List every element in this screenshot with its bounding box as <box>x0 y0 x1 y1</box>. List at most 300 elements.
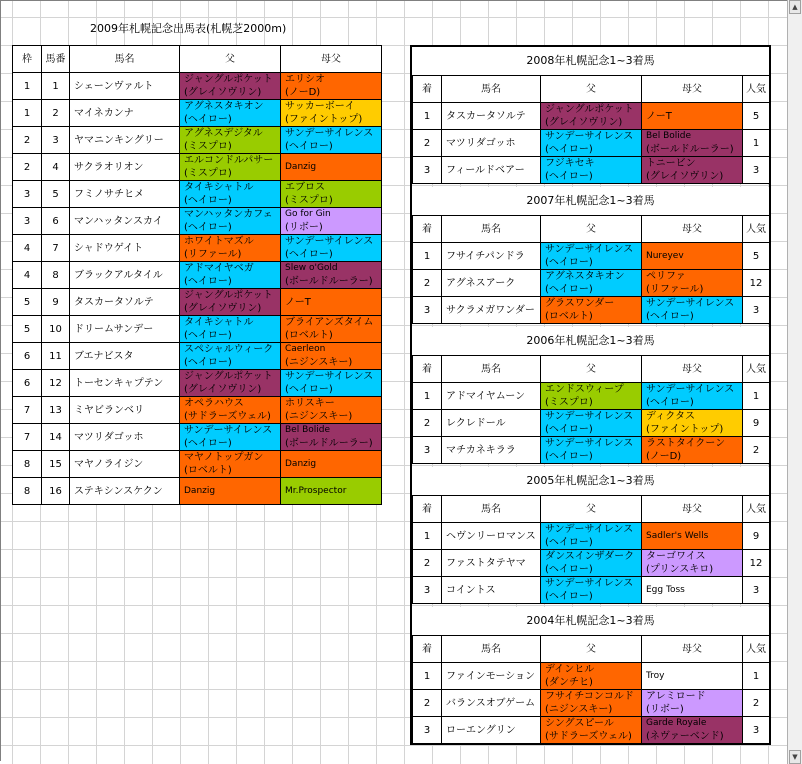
sire-cell-line: (グレイソヴリン) <box>184 384 262 395</box>
sire-cell <box>541 103 642 130</box>
dam-sire-cell-line: サンデーサイレンス <box>646 298 735 309</box>
dam-sire-cell <box>642 297 743 324</box>
dam-sire-cell <box>281 343 382 370</box>
popularity-cell: 1 <box>743 663 770 690</box>
sire-cell <box>180 424 281 451</box>
popularity-cell: 3 <box>743 157 770 184</box>
result-section-title: 2007年札幌記念1~3着馬 <box>412 187 769 215</box>
sire-cell-line: (グレイソヴリン) <box>545 117 623 128</box>
entry-header-cell: 母父 <box>281 46 382 73</box>
result-header-cell: 人気 <box>743 636 770 663</box>
sire-cell-line: (ヘイロー) <box>545 564 593 575</box>
dam-sire-cell <box>642 663 743 690</box>
sire-cell-line: (ヘイロー) <box>545 284 593 295</box>
dam-sire-cell-line: (ボールドルーラー) <box>646 144 734 155</box>
dam-sire-cell-line: ホリスキー <box>285 398 335 409</box>
sire-cell <box>180 127 281 154</box>
horse-name-cell: ブエナビスタ <box>70 343 180 370</box>
horse-name-cell: アグネスアーク <box>442 270 541 297</box>
sire-cell-line: (ヘイロー) <box>545 257 593 268</box>
dam-sire-cell-line: (ノーD) <box>285 87 321 98</box>
result-row <box>413 550 770 577</box>
sire-cell-line: デインヒル <box>545 664 595 675</box>
popularity-cell: 1 <box>743 383 770 410</box>
result-table <box>412 75 770 184</box>
dam-sire-cell <box>281 154 382 181</box>
dam-sire-cell-line: (ボールドルーラー) <box>285 438 373 449</box>
dam-sire-cell-line: (ネヴァーベンド) <box>646 731 724 742</box>
waku-cell: 3 <box>13 208 42 235</box>
result-header-row <box>413 356 770 383</box>
dam-sire-cell-line: アレミロード <box>646 691 706 702</box>
horse-name-cell: シェーンヴァルト <box>70 73 180 100</box>
sire-cell-line: (グレイソヴリン) <box>184 87 262 98</box>
entry-row <box>13 397 382 424</box>
result-row <box>413 717 770 744</box>
dam-sire-cell-line: (グレイソヴリン) <box>646 171 724 182</box>
dam-sire-cell-line: Bel Bolide <box>646 131 692 141</box>
sire-cell-line: (ミスプロ) <box>184 168 232 179</box>
result-header-cell: 馬名 <box>442 216 541 243</box>
sire-cell-line: (リファール) <box>184 249 242 260</box>
sire-cell-line: シングスピール <box>545 718 614 729</box>
dam-sire-cell-line: トニービン <box>646 158 696 169</box>
result-section-title: 2004年札幌記念1~3着馬 <box>412 607 769 635</box>
horse-name-cell: ドリームサンデー <box>70 316 180 343</box>
sire-cell-line: (ヘイロー) <box>545 171 593 182</box>
horse-name-cell: マチカネキララ <box>442 437 541 464</box>
dam-sire-cell <box>281 397 382 424</box>
entry-row <box>13 127 382 154</box>
result-header-cell: 母父 <box>642 636 743 663</box>
result-header-cell: 父 <box>541 216 642 243</box>
dam-sire-cell-line: (ファイントップ) <box>646 424 724 435</box>
sire-cell-line: タイキシャトル <box>184 182 254 193</box>
waku-cell: 4 <box>13 235 42 262</box>
horse-name-cell: サクラオリオン <box>70 154 180 181</box>
dam-sire-cell <box>281 478 382 505</box>
waku-cell: 5 <box>13 316 42 343</box>
result-header-cell: 馬名 <box>442 496 541 523</box>
sire-cell-line: サンデーサイレンス <box>545 131 634 142</box>
dam-sire-cell-line: ペリファ <box>646 271 686 282</box>
sire-cell-line: (ロベルト) <box>184 465 232 476</box>
result-header-cell: 着 <box>413 496 442 523</box>
result-header-cell: 母父 <box>642 496 743 523</box>
sire-cell <box>541 577 642 604</box>
dam-sire-cell <box>642 270 743 297</box>
horse-name-cell: フミノサチヒメ <box>70 181 180 208</box>
finish-position-cell: 3 <box>413 157 442 184</box>
popularity-cell: 12 <box>743 270 770 297</box>
dam-sire-cell-line: Danzig <box>285 161 317 172</box>
sire-cell-line: (ヘイロー) <box>184 438 232 449</box>
entry-header-cell: 馬番 <box>42 46 70 73</box>
horse-name-cell: フィールドベアー <box>442 157 541 184</box>
dam-sire-cell-line: Mr.Prospector <box>285 485 347 496</box>
dam-sire-cell <box>642 383 743 410</box>
entry-row <box>13 208 382 235</box>
dam-sire-cell <box>642 437 743 464</box>
dam-sire-cell-line: ラストタイクーン <box>646 438 726 449</box>
sire-cell-line: ジャングルポケット <box>184 371 273 382</box>
finish-position-cell: 1 <box>413 103 442 130</box>
result-header-cell: 父 <box>541 496 642 523</box>
sire-cell-line: (ヘイロー) <box>545 451 593 462</box>
result-row <box>413 690 770 717</box>
dam-sire-cell-line: (ヘイロー) <box>646 397 694 408</box>
umaban-cell: 14 <box>42 424 70 451</box>
result-row <box>413 410 770 437</box>
horse-name-cell: バランスオブゲーム <box>442 690 541 717</box>
result-header-cell: 人気 <box>743 76 770 103</box>
result-header-cell: 人気 <box>743 496 770 523</box>
horse-name-cell: フサイチパンドラ <box>442 243 541 270</box>
dam-sire-cell <box>281 262 382 289</box>
dam-sire-cell <box>642 523 743 550</box>
sire-cell-line: (ダンチヒ) <box>545 677 593 688</box>
finish-position-cell: 2 <box>413 130 442 157</box>
sire-cell-line: (ヘイロー) <box>184 276 232 287</box>
result-header-cell: 馬名 <box>442 636 541 663</box>
finish-position-cell: 3 <box>413 577 442 604</box>
dam-sire-cell <box>642 157 743 184</box>
sire-cell <box>180 100 281 127</box>
result-row <box>413 437 770 464</box>
sire-cell <box>541 130 642 157</box>
sire-cell-line: ジャングルポケット <box>545 104 634 115</box>
result-section-title: 2006年札幌記念1~3着馬 <box>412 327 769 355</box>
dam-sire-cell-line: サンデーサイレンス <box>285 236 374 247</box>
sire-cell <box>541 523 642 550</box>
waku-cell: 8 <box>13 478 42 505</box>
dam-sire-cell <box>281 208 382 235</box>
finish-position-cell: 3 <box>413 437 442 464</box>
horse-name-cell: ファインモーション <box>442 663 541 690</box>
result-table <box>412 495 770 604</box>
dam-sire-cell-line: エリシオ <box>285 74 325 85</box>
sire-cell <box>541 550 642 577</box>
dam-sire-cell-line: (ニジンスキー) <box>285 411 353 422</box>
umaban-cell: 2 <box>42 100 70 127</box>
dam-sire-cell <box>281 316 382 343</box>
umaban-cell: 10 <box>42 316 70 343</box>
result-header-cell: 馬名 <box>442 356 541 383</box>
umaban-cell: 5 <box>42 181 70 208</box>
dam-sire-cell-line: サンデーサイレンス <box>646 384 735 395</box>
dam-sire-cell-line: Sadler's Wells <box>646 530 709 541</box>
horse-name-cell: ブラックアルタイル <box>70 262 180 289</box>
umaban-cell: 16 <box>42 478 70 505</box>
sire-cell-line: (ニジンスキー) <box>545 704 613 715</box>
result-header-row <box>413 216 770 243</box>
dam-sire-cell-line: (ニジンスキー) <box>285 357 353 368</box>
sire-cell <box>541 270 642 297</box>
dam-sire-cell-line: Slew o'Gold <box>285 263 338 273</box>
horse-name-cell: ローエングリン <box>442 717 541 744</box>
sire-cell-line: サンデーサイレンス <box>184 425 273 436</box>
entry-row <box>13 370 382 397</box>
result-row <box>413 297 770 324</box>
dam-sire-cell <box>281 451 382 478</box>
waku-cell: 3 <box>13 181 42 208</box>
sire-cell <box>180 343 281 370</box>
sire-cell-line: (ヘイロー) <box>545 424 593 435</box>
horse-name-cell: タスカータソルテ <box>442 103 541 130</box>
result-header-cell: 着 <box>413 356 442 383</box>
sire-cell <box>541 383 642 410</box>
finish-position-cell: 1 <box>413 243 442 270</box>
popularity-cell: 9 <box>743 410 770 437</box>
finish-position-cell: 2 <box>413 690 442 717</box>
popularity-cell: 3 <box>743 717 770 744</box>
entry-row <box>13 289 382 316</box>
result-header-cell: 着 <box>413 636 442 663</box>
dam-sire-cell-line: Nureyev <box>646 250 684 261</box>
scroll-up-icon[interactable]: ▲ <box>789 0 801 14</box>
dam-sire-cell-line: (リファール) <box>646 284 704 295</box>
dam-sire-cell-line: Caerleon <box>285 344 326 354</box>
dam-sire-cell <box>642 103 743 130</box>
result-header-cell: 馬名 <box>442 76 541 103</box>
horse-name-cell: マツリダゴッホ <box>442 130 541 157</box>
horse-name-cell: ファストタテヤマ <box>442 550 541 577</box>
dam-sire-cell <box>642 717 743 744</box>
result-header-row <box>413 76 770 103</box>
result-row <box>413 577 770 604</box>
horse-name-cell: アドマイヤムーン <box>442 383 541 410</box>
dam-sire-cell-line: (ミスプロ) <box>285 195 333 206</box>
sire-cell <box>541 297 642 324</box>
finish-position-cell: 2 <box>413 550 442 577</box>
entry-row <box>13 262 382 289</box>
horse-name-cell: レクレドール <box>442 410 541 437</box>
entry-header-row <box>13 46 382 73</box>
sire-cell <box>180 181 281 208</box>
sire-cell-line: (ヘイロー) <box>184 114 232 125</box>
waku-cell: 1 <box>13 73 42 100</box>
popularity-cell: 5 <box>743 103 770 130</box>
dam-sire-cell <box>642 550 743 577</box>
dam-sire-cell-line: Danzig <box>285 458 317 469</box>
result-header-cell: 父 <box>541 636 642 663</box>
waku-cell: 1 <box>13 100 42 127</box>
vertical-scrollbar[interactable] <box>787 0 802 764</box>
sire-cell-line: アグネスデジタル <box>184 128 263 139</box>
result-header-cell: 父 <box>541 356 642 383</box>
sire-cell <box>541 717 642 744</box>
waku-cell: 8 <box>13 451 42 478</box>
result-row <box>413 157 770 184</box>
dam-sire-cell-line: Garde Royale <box>646 718 707 728</box>
sire-cell-line: アドマイヤベガ <box>184 263 254 274</box>
result-row <box>413 383 770 410</box>
popularity-cell: 12 <box>743 550 770 577</box>
dam-sire-cell-line: (ヘイロー) <box>285 141 333 152</box>
entry-row <box>13 73 382 100</box>
dam-sire-cell <box>281 181 382 208</box>
result-table <box>412 635 770 744</box>
entry-table <box>12 45 382 505</box>
entry-row <box>13 316 382 343</box>
sire-cell-line: (グレイソヴリン) <box>184 303 262 314</box>
popularity-cell: 1 <box>743 130 770 157</box>
sire-cell-line: (ヘイロー) <box>545 144 593 155</box>
result-header-cell: 人気 <box>743 356 770 383</box>
dam-sire-cell-line: サンデーサイレンス <box>285 128 374 139</box>
popularity-cell: 3 <box>743 297 770 324</box>
dam-sire-cell-line: Troy <box>646 670 665 681</box>
finish-position-cell: 1 <box>413 663 442 690</box>
sire-cell-line: オペラハウス <box>184 398 244 409</box>
umaban-cell: 12 <box>42 370 70 397</box>
sire-cell <box>180 397 281 424</box>
result-header-cell: 母父 <box>642 356 743 383</box>
result-row <box>413 523 770 550</box>
dam-sire-cell <box>642 410 743 437</box>
horse-name-cell: ヤマニンキングリー <box>70 127 180 154</box>
sire-cell-line: サンデーサイレンス <box>545 524 634 535</box>
sire-cell <box>180 478 281 505</box>
sire-cell-line: ホワイトマズル <box>184 236 254 247</box>
sire-cell-line: (サドラーズウェル) <box>184 411 271 422</box>
result-header-cell: 人気 <box>743 216 770 243</box>
sire-cell-line: ジャングルポケット <box>184 290 273 301</box>
sire-cell <box>541 437 642 464</box>
sire-cell-line: タイキシャトル <box>184 317 254 328</box>
result-row <box>413 243 770 270</box>
sire-cell-line: (ミスプロ) <box>184 141 232 152</box>
umaban-cell: 7 <box>42 235 70 262</box>
umaban-cell: 8 <box>42 262 70 289</box>
dam-sire-cell-line: (ロベルト) <box>285 330 333 341</box>
sire-cell <box>541 663 642 690</box>
dam-sire-cell-line: ブライアンズタイム <box>285 317 374 328</box>
dam-sire-cell-line: (ヘイロー) <box>646 311 694 322</box>
result-section-title: 2005年札幌記念1~3着馬 <box>412 467 769 495</box>
sire-cell <box>180 73 281 100</box>
dam-sire-cell <box>281 100 382 127</box>
dam-sire-cell <box>642 577 743 604</box>
sire-cell-line: (ヘイロー) <box>184 357 232 368</box>
waku-cell: 5 <box>13 289 42 316</box>
horse-name-cell: トーセンキャプテン <box>70 370 180 397</box>
dam-sire-cell <box>281 235 382 262</box>
sire-cell-line: (サドラーズウェル) <box>545 731 632 742</box>
sire-cell <box>180 235 281 262</box>
waku-cell: 7 <box>13 424 42 451</box>
sire-cell <box>541 157 642 184</box>
sire-cell-line: スペシャルウィーク <box>184 344 274 355</box>
sire-cell-line: フジキセキ <box>545 158 595 169</box>
sire-cell <box>180 154 281 181</box>
dam-sire-cell-line: (ボールドルーラー) <box>285 276 373 287</box>
sire-cell-line: アグネスタキオン <box>184 101 264 112</box>
result-table <box>412 355 770 464</box>
waku-cell: 2 <box>13 154 42 181</box>
sire-cell-line: エルコンドルパサー <box>184 155 274 166</box>
sire-cell-line: マヤノトップガン <box>184 452 264 463</box>
result-header-cell: 着 <box>413 216 442 243</box>
dam-sire-cell <box>281 73 382 100</box>
sire-cell-line: (ヘイロー) <box>184 195 232 206</box>
sire-cell-line: フサイチコンコルド <box>545 691 634 702</box>
sire-cell-line: サンデーサイレンス <box>545 578 634 589</box>
dam-sire-cell-line: Egg Toss <box>646 584 685 595</box>
dam-sire-cell-line: (リボー) <box>285 222 323 233</box>
waku-cell: 6 <box>13 343 42 370</box>
result-row <box>413 270 770 297</box>
umaban-cell: 1 <box>42 73 70 100</box>
popularity-cell: 2 <box>743 690 770 717</box>
popularity-cell: 9 <box>743 523 770 550</box>
dam-sire-cell-line: Bel Bolide <box>285 425 331 435</box>
dam-sire-cell <box>281 127 382 154</box>
waku-cell: 6 <box>13 370 42 397</box>
umaban-cell: 15 <box>42 451 70 478</box>
dam-sire-cell <box>642 130 743 157</box>
entry-table-title: 2009年札幌記念出馬表(札幌芝2000m) <box>90 22 287 35</box>
dam-sire-cell <box>281 370 382 397</box>
dam-sire-cell-line: ノーT <box>646 110 672 122</box>
dam-sire-cell-line: (プリンスキロ) <box>646 564 714 575</box>
umaban-cell: 6 <box>42 208 70 235</box>
dam-sire-cell-line: (リボー) <box>646 704 684 715</box>
finish-position-cell: 3 <box>413 297 442 324</box>
entry-header-cell: 枠 <box>13 46 42 73</box>
result-header-cell: 母父 <box>642 76 743 103</box>
dam-sire-cell-line: ディクタス <box>646 411 695 422</box>
sire-cell-line: (ミスプロ) <box>545 397 593 408</box>
sire-cell <box>180 208 281 235</box>
sire-cell <box>180 451 281 478</box>
result-header-row <box>413 496 770 523</box>
entry-row <box>13 181 382 208</box>
sire-cell <box>541 243 642 270</box>
dam-sire-cell <box>642 690 743 717</box>
horse-name-cell: ステキシンスケクン <box>70 478 180 505</box>
sire-cell-line: (ヘイロー) <box>184 222 232 233</box>
sire-cell <box>180 370 281 397</box>
entry-row <box>13 478 382 505</box>
dam-sire-cell-line: サッカーボーイ <box>285 101 355 112</box>
horse-name-cell: ヘヴンリーロマンス <box>442 523 541 550</box>
dam-sire-cell-line: Go for Gin <box>285 209 331 219</box>
result-header-cell: 着 <box>413 76 442 103</box>
sire-cell-line: サンデーサイレンス <box>545 438 634 449</box>
horse-name-cell: マイネカンナ <box>70 100 180 127</box>
waku-cell: 7 <box>13 397 42 424</box>
sire-cell-line: アグネスタキオン <box>545 271 625 282</box>
waku-cell: 2 <box>13 127 42 154</box>
scroll-down-icon[interactable]: ▼ <box>789 750 801 764</box>
waku-cell: 4 <box>13 262 42 289</box>
horse-name-cell: タスカータソルテ <box>70 289 180 316</box>
horse-name-cell: マヤノライジン <box>70 451 180 478</box>
sire-cell-line: グラスワンダー <box>545 298 615 309</box>
horse-name-cell: ミヤビランベリ <box>70 397 180 424</box>
entry-row <box>13 154 382 181</box>
horse-name-cell: マンハッタンスカイ <box>70 208 180 235</box>
entry-row <box>13 424 382 451</box>
sire-cell-line: エンドスウィープ <box>545 384 624 395</box>
sire-cell-line: サンデーサイレンス <box>545 411 634 422</box>
dam-sire-cell-line: (ヘイロー) <box>285 384 333 395</box>
entry-header-cell: 父 <box>180 46 281 73</box>
finish-position-cell: 1 <box>413 523 442 550</box>
entry-row <box>13 235 382 262</box>
dam-sire-cell-line: ターゴワイス <box>646 551 706 562</box>
